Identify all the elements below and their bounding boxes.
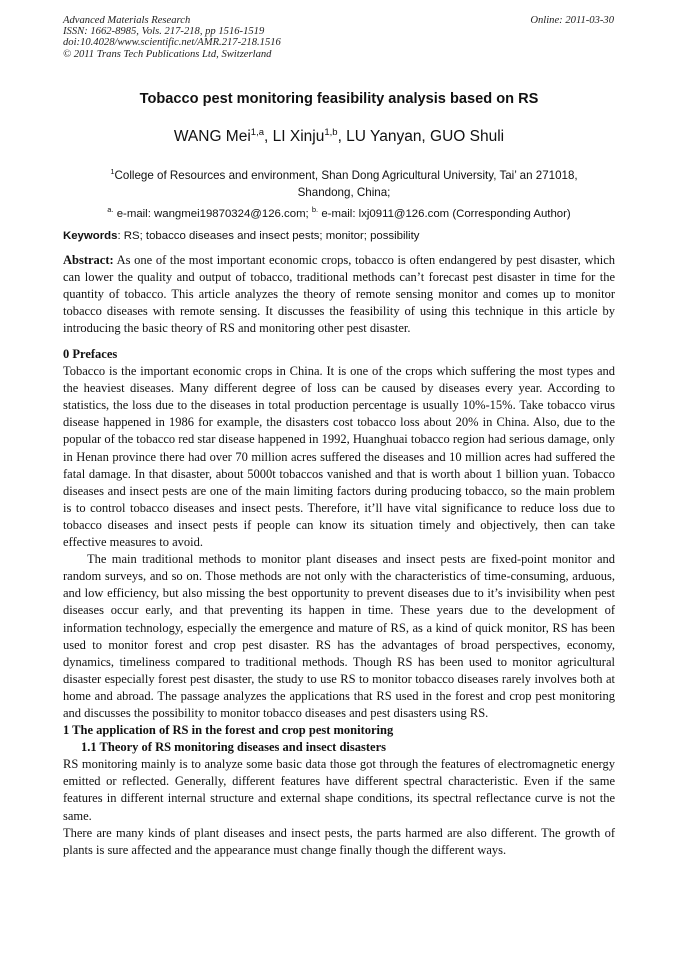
- keywords: [63, 230, 623, 242]
- author-superscript: 1,a: [250, 127, 265, 138]
- author-name: WANG Mei: [173, 128, 251, 146]
- subsection-heading-1-1: 1.1 Theory of RS monitoring diseases and insect disasters: [81, 740, 386, 755]
- paragraph-1-1-b: There are many kinds of plant diseases and insect pests, the parts harmed are also different. The growth of plants is sure affected and the appearance must change finally though the different ways.: [63, 825, 615, 857]
- author-superscript: 1,b: [324, 127, 338, 138]
- email-b: e-mail: lxj0911@126.com (Corresponding Author): [318, 207, 571, 220]
- abstract: [63, 252, 615, 337]
- affiliation-text: College of Resources and environment, Shan Dong Agricultural University, Tai’ an 271018, Shandong, China;: [114, 168, 578, 199]
- email-b-superscript: b.: [311, 205, 319, 214]
- section-heading-prefaces: 0 Prefaces: [63, 347, 118, 361]
- keywords-text: : RS; tobacco diseases and insect pests; monitor; possibility: [117, 230, 420, 242]
- copyright-line: © 2011 Trans Tech Publications Ltd, Switzerland: [63, 48, 272, 60]
- abstract-label: Abstract:: [63, 253, 114, 267]
- author-separator: ,: [264, 128, 273, 146]
- keywords-label: Keywords: [63, 230, 118, 242]
- main-text: [63, 346, 615, 859]
- abstract-text: As one of the most important economic crops, tobacco is often endangered by pest disaster, which can lower the quality and output of tobacco, traditional methods can’t forecast pest disaster in time for the quantity of tobacco. This article analyzes the theory of remote sensing monitor and comes up to monitor tobacco diseases with remote sensing. It discusses the feasibility of using this technique in this article by introducing the basic theory of RS and monitoring other pest disaster.: [63, 253, 615, 336]
- paragraph-1-1-a: RS monitoring mainly is to analyze some basic data those got through the features of electromagnetic energy emitted or reflected. Generally, different features have different spectral characteristic. Even if the same features in different internal structure and external shape conditions, its spectral reflectance curve is not the same.: [63, 757, 615, 823]
- paragraph-prefaces-1: Tobacco is the important economic crops in China. It is one of the crops which suffering the most types and the heaviest diseases. Many different degree of loss can be caused by diseases every year. According to statistics, the loss due to the diseases in total production percentage is usually 10%-15%. Take tobacco virus disease happened in 1986 for example, the disasters cost tobacco loss about 20% in China. Also, due to the popular of the tobacco red star disease happened in 1992, Huanghuai tobacco region had serious damage, only in Henan province there had over 70 million acres suffered the diseases and 10 million acres had suffered the fatal damage. In that disaster, about 5000t tobaccos vanished and that is worth about 1 billion yuan. Tobacco diseases and insect pests are one of the main limiting factors during producing tobacco, so the main problem is to control tobacco diseases and insect pests. Therefore, it’ll have vital significance to reduce loss due to tobacco diseases and insect pests if people can know its situation timely and objectively, then can take effective measures to avoid.: [63, 364, 615, 550]
- paper-title: Tobacco pest monitoring feasibility analysis based on RS: [139, 91, 539, 107]
- journal-name: Advanced Materials Research: [63, 15, 191, 26]
- author-list: [0, 127, 678, 146]
- paragraph-prefaces-2: The main traditional methods to monitor plant diseases and insect pests are fixed-point monitor and random surveys, and so on. Those methods are not only with the characteristics of time-consuming, arduous, and low efficiency, but also missing the best opportunity to prevent diseases due to it’s invisibility when pest diseases occur early, and that preventing its happen in time. These years due to the development of information technology, especially the emergence and mature of RS, as a kind of quick monitor, RS has been used to monitor forest and crop pest disaster. RS has the advantages of broad perspectives, economy, dynamics, timeliness compared to traditional methods. Though RS has been used to monitor agricultural disaster especially forest pest disaster, the study to use RS to monitor tobacco diseases rarely involves both at home and abroad. The passage analyzes the applications that RS used in the forest and crop pest monitoring and discusses the possibility to monitor tobacco diseases and pest disasters using RS.: [63, 552, 615, 720]
- email-a: e-mail: wangmei19870324@126.com;: [113, 207, 312, 220]
- author-name: LI Xinju: [272, 128, 325, 146]
- affiliation: [84, 163, 604, 201]
- journal-header: [63, 15, 281, 60]
- affiliation-superscript: 1: [110, 167, 115, 176]
- doi-line: doi:10.4028/www.scientific.net/AMR.217-218.1516: [63, 37, 281, 49]
- online-date: Online: 2011-03-30: [530, 15, 614, 26]
- author-rest: , LU Yanyan, GUO Shuli: [337, 128, 505, 146]
- section-heading-1: 1 The application of RS in the forest and crop pest monitoring: [63, 723, 394, 738]
- email-line: [0, 205, 678, 220]
- issn-line: ISSN: 1662-8985, Vols. 217-218, pp 1516-1519: [63, 26, 265, 38]
- email-a-superscript: a.: [107, 205, 114, 214]
